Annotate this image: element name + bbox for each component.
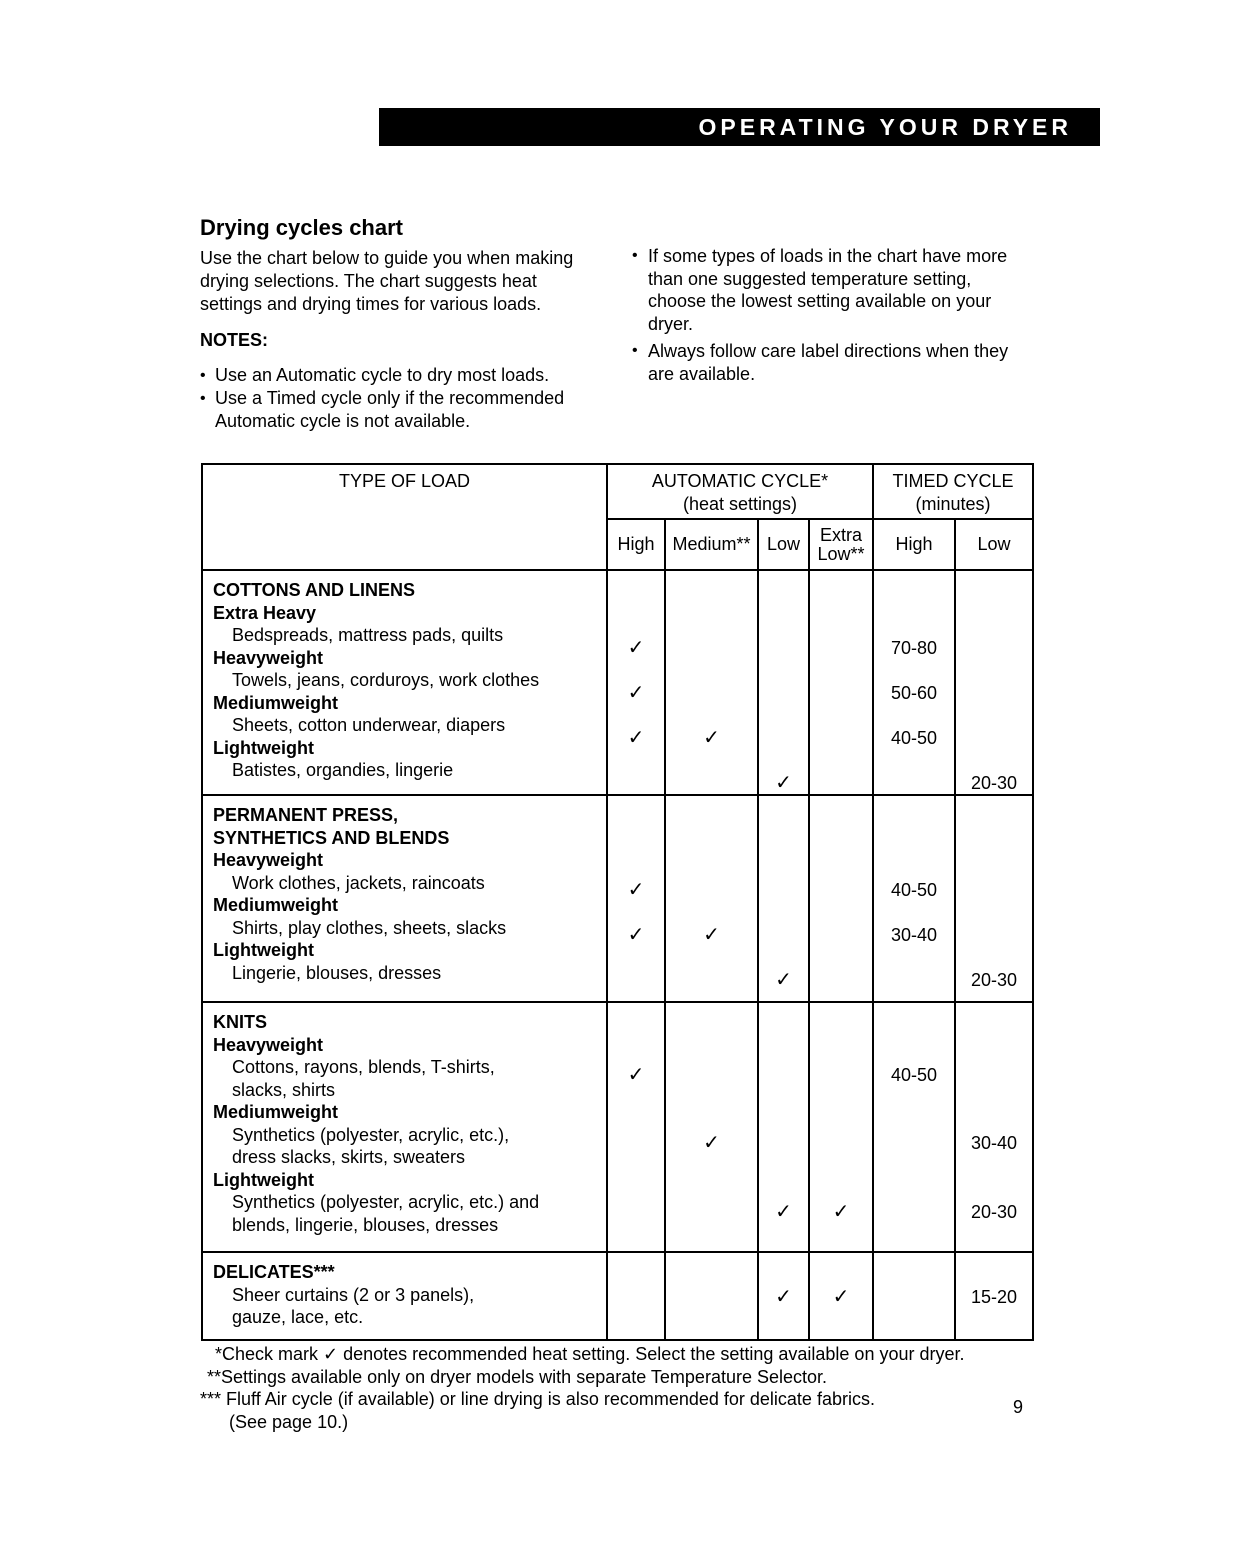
col-auto-medium: Medium** <box>665 519 758 570</box>
cell-auto-high: ✓ ✓ <box>607 795 665 1002</box>
cell-auto-low: ✓ <box>758 795 809 1002</box>
col-auto-low: Low <box>758 519 809 570</box>
col-timed-low: Low <box>955 519 1033 570</box>
cell-auto-extra-low: ✓ <box>809 1002 873 1252</box>
cell-timed-low: 20-30 <box>955 570 1033 795</box>
automatic-cycle-header: AUTOMATIC CYCLE* (heat settings) <box>607 464 873 519</box>
note-item: • Always follow care label directions when they are available. <box>632 340 1022 385</box>
cell-auto-extra-low <box>809 570 873 795</box>
cell-auto-medium: ✓ <box>665 795 758 1002</box>
table-group-knits <box>202 1002 1033 1252</box>
load-description: COTTONS AND LINENS Extra Heavy Bedspreads, mattress pads, quilts Heavyweight Towels, jeans, corduroys, work clothes Mediumweight Sheets, cotton underwear, diapers Lightweight Batistes, organdies, lingerie <box>202 570 607 795</box>
load-description: DELICATES*** Sheer curtains (2 or 3 panels), gauze, lace, etc. <box>202 1252 607 1340</box>
table-group-delicates <box>202 1252 1033 1340</box>
type-of-load-header: TYPE OF LOAD <box>202 464 607 570</box>
cell-timed-low: 15-20 <box>955 1252 1033 1340</box>
notes-title: NOTES: <box>200 330 269 350</box>
intro-left <box>200 247 600 433</box>
col-auto-high: High <box>607 519 665 570</box>
cell-auto-low: ✓ <box>758 1002 809 1252</box>
note-item: • Use an Automatic cycle to dry most loads. <box>200 364 600 387</box>
drying-cycles-table <box>201 463 1034 1341</box>
section-banner: OPERATING YOUR DRYER <box>379 108 1100 146</box>
page-number: 9 <box>1013 1397 1024 1417</box>
table-group-cottons <box>202 570 1033 795</box>
chart-title: Drying cycles chart <box>200 215 403 240</box>
cell-timed-low: 30-40 20-30 <box>955 1002 1033 1252</box>
cell-timed-high: 70-80 50-60 40-50 <box>873 570 955 795</box>
cell-timed-high: 40-50 30-40 <box>873 795 955 1002</box>
load-description: KNITS Heavyweight Cottons, rayons, blends, T-shirts, slacks, shirts Mediumweight Synthetics (polyester, acrylic, etc.), dress slacks, skirts, sweaters Lightweight Synthetics (polyester, acrylic, etc.) and blends, lingerie, blouses, dresses <box>202 1002 607 1252</box>
footnote-2: **Settings available only on dryer models with separate Temperature Selector. <box>207 1366 828 1387</box>
cell-auto-low: ✓ <box>758 570 809 795</box>
footnote-3b: (See page 10.) <box>229 1411 349 1432</box>
footnote-1: *Check mark ✓ denotes recommended heat setting. Select the setting available on your dryer. <box>215 1344 965 1364</box>
cell-auto-extra-low <box>809 795 873 1002</box>
load-description: PERMANENT PRESS, SYNTHETICS AND BLENDS Heavyweight Work clothes, jackets, raincoats Mediumweight Shirts, play clothes, sheets, slacks Lightweight Lingerie, blouses, dresses <box>202 795 607 1002</box>
cell-auto-high <box>607 1252 665 1340</box>
cell-auto-medium: ✓ <box>665 1002 758 1252</box>
cell-timed-high: 40-50 <box>873 1002 955 1252</box>
cell-timed-high <box>873 1252 955 1340</box>
cell-timed-low: 20-30 <box>955 795 1033 1002</box>
intro-paragraph: Use the chart below to guide you when making drying selections. The chart suggests heat settings and drying times for various loads. <box>200 248 574 314</box>
cell-auto-low: ✓ <box>758 1252 809 1340</box>
note-item: • Use a Timed cycle only if the recommended Automatic cycle is not available. <box>200 387 600 433</box>
note-item: • If some types of loads in the chart have more than one suggested temperature setting, choose the lowest setting available on your dryer. <box>632 245 1022 335</box>
cell-auto-high: ✓ <box>607 1002 665 1252</box>
timed-cycle-header: TIMED CYCLE (minutes) <box>873 464 1033 519</box>
cell-auto-high: ✓ ✓ ✓ <box>607 570 665 795</box>
cell-auto-extra-low: ✓ <box>809 1252 873 1340</box>
cell-auto-medium: ✓ <box>665 570 758 795</box>
intro-right <box>632 245 1022 390</box>
col-auto-extra-low: Extra Low** <box>809 519 873 570</box>
footnote-3: *** Fluff Air cycle (if available) or line drying is also recommended for delicate fabrics. <box>200 1389 875 1409</box>
col-timed-high: High <box>873 519 955 570</box>
footnotes <box>200 1343 1060 1433</box>
cell-auto-medium <box>665 1252 758 1340</box>
table-group-permanent-press <box>202 795 1033 1002</box>
